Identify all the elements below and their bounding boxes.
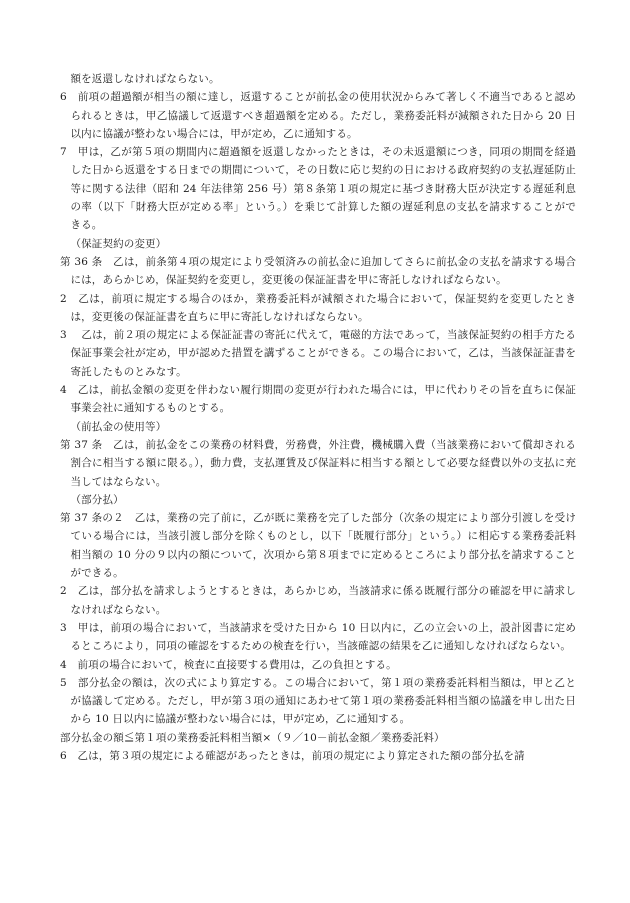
clause-36-2: 2 乙は，前項に規定する場合のほか，業務委託料が減額された場合において，保証契約を変更したときは，変更後の保証証書を直ちに甲に寄託しなければならない。 (60, 292, 576, 323)
clause-35-7: 7 甲は，乙が第５項の期間内に超過額を返還しなかったときは，その未返還額につき，同項の期間を経過した日から返還をする日までの期間について，その日数に応じ契約の日における政府契約の支払遅延防止等に関する法律（昭和 24 年法律第 256 号）第８条第１項の規定に基づき財務大臣が決定する遅延利息の率（以下「財務大臣が定める率」という。）を乗じて計算した額の遅延利息の支払を請求することができる。 (60, 146, 576, 232)
clause-37-2-2: 2 乙は，部分払を請求しようとするときは，あらかじめ，当該請求に係る既履行部分の確認を甲に請求しなければならない。 (60, 585, 576, 616)
formula-line: 部分払金の額≦第１項の業務委託料相当額×（９／10－前払金額／業務委託料） (60, 731, 445, 744)
caption-partial-payment: （部分払） (70, 493, 124, 506)
document-page (60, 70, 576, 765)
paragraph-continuation: 額を返還しなければならない。 (70, 73, 220, 85)
clause-35-6: 6 前項の超過額が相当の額に達し，返還することが前払金の使用状況からみて著しく不適当であると認められるときは，甲乙協議して返還すべき超過額を定める。ただし，業務委託料が減額された日から 20 日以内に協議が整わない場合には，甲が定め，乙に通知する。 (60, 91, 576, 140)
article-36: 第 36 条 乙は，前条第４項の規定により受領済みの前払金に追加してさらに前払金の支払を請求する場合には，あらかじめ，保証契約を変更し，変更後の保証証書を甲に寄託しなければならない。 (60, 255, 576, 287)
clause-36-4: 4 乙は，前払金額の変更を伴わない履行期間の変更が行われた場合には，甲に代わりその旨を直ちに保証事業会社に通知するものとする。 (60, 384, 576, 415)
article-37: 第 37 条 乙は，前払金をこの業務の材料費，労務費，外注費，機械購入費（当該業務において償却される割合に相当する額に限る。），動力費，支払運賃及び保証料に相当する額として必要な経費以外の支払に充当してはならない。 (60, 438, 576, 488)
clause-37-2-3: 3 甲は，前項の場合において，当該請求を受けた日から 10 日以内に，乙の立会いの上，設計図書に定めるところにより，同項の確認をするための検査を行い，当該確認の結果を乙に通知しなければならない。 (60, 621, 576, 653)
clause-37-2-4: 4 前項の場合において，検査に直接要する費用は，乙の負担とする。 (60, 658, 397, 671)
clause-37-2-6: 6 乙は，第３項の規定による確認があったときは，前項の規定により算定された額の部分払を請 (60, 749, 525, 762)
article-37-2: 第 37 条の２ 乙は，業務の完了前に，乙が既に業務を完了した部分（次条の規定により部分引渡しを受けている場合には，当該引渡し部分を除くものとし，以下「既履行部分」という。）に相応する業務委託料相当額の 10 分の９以内の額について，次項から第８項までに定めるところにより部分払を請求することができる。 (60, 512, 576, 580)
caption-advance-use: （前払金の使用等） (70, 420, 167, 433)
clause-36-3: 3 乙は，前２項の規定による保証証書の寄託に代えて，電磁的方法であって，当該保証契約の相手方たる保証事業会社が定め，甲が認めた措置を講ずることができる。この場合において，乙は，当該保証証書を寄託したものとみなす。 (60, 329, 576, 378)
caption-guarantee-change: （保証契約の変更） (70, 237, 167, 250)
clause-37-2-5: 5 部分払金の額は，次の式により算定する。この場合において，第１項の業務委託料相当額は，甲と乙とが協議して定める。ただし，甲が第３項の通知にあわせて第１項の業務委託料相当額の協議を申し出た日から 10 日以内に協議が整わない場合には，甲が定め，乙に通知する。 (60, 676, 576, 726)
